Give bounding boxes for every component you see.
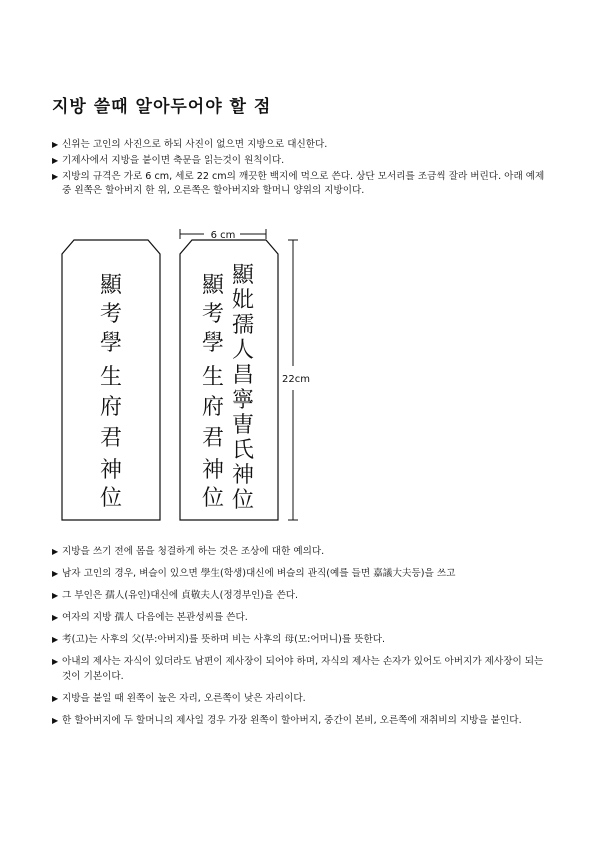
bullet-icon: ▶ — [52, 657, 59, 666]
list-item — [52, 654, 552, 684]
list-item-text: 여자의 지방 孺人 다음에는 본관성씨를 쓴다. — [62, 612, 248, 623]
bullet-icon: ▶ — [52, 547, 59, 556]
left-tablet-text — [100, 273, 123, 511]
tablet-char: 君 — [201, 426, 225, 451]
tablet-char: 位 — [201, 486, 225, 511]
bullet-icon: ▶ — [52, 140, 59, 149]
tablet-char: 人 — [231, 338, 255, 363]
tablet-char: 位 — [99, 486, 123, 511]
list-item — [52, 632, 552, 647]
tablet-char: 生 — [201, 365, 225, 390]
bullet-icon: ▶ — [52, 694, 59, 703]
tablet-char: 寧 — [231, 388, 255, 413]
height-label: 22cm — [282, 374, 310, 385]
tablet-char: 神 — [99, 458, 123, 483]
tablet-char: 氏 — [231, 438, 255, 463]
tablet-char: 昌 — [231, 363, 255, 388]
list-item-text: 지방을 쓰기 전에 몸을 청결하게 하는 것은 조상에 대한 예의다. — [62, 546, 325, 557]
list-item-text: 지방을 붙일 때 왼쪽이 높은 자리, 오른쪽이 낮은 자리이다. — [62, 693, 306, 704]
list-item — [52, 566, 552, 581]
list-item-text: 考(고)는 사후의 父(부:아버지)를 뜻하며 비는 사후의 母(모:어머니)를 뜻한다. — [62, 634, 386, 645]
tablet-char: 生 — [99, 365, 123, 390]
tablet-char: 考 — [201, 302, 225, 327]
tablet-char: 考 — [99, 302, 123, 327]
bullet-icon: ▶ — [52, 635, 59, 644]
tablet-char: 顯 — [231, 263, 255, 288]
list-item-text: 기제사에서 지방을 붙이면 축문을 읽는것이 원칙이다. — [62, 155, 285, 166]
list-item-text: 그 부인은 孺人(유인)대신에 貞敬夫人(정경부인)을 쓴다. — [62, 590, 299, 601]
height-dimension — [282, 240, 310, 520]
tablet-char: 府 — [99, 395, 123, 420]
list-item-text: 아내의 제사는 자식이 있더라도 남편이 제사장이 되어야 하며, 자식의 제사는 손자가 있어도 아버지가 제사장이 되는것이 기본이다. — [62, 656, 544, 682]
list-item-text: 신위는 고인의 사진으로 하되 사진이 없으면 지방으로 대신한다. — [62, 139, 328, 150]
bullet-icon: ▶ — [52, 172, 59, 181]
list-item — [52, 691, 552, 706]
list-item — [52, 713, 552, 728]
list-item — [52, 610, 552, 625]
tablet-char: 神 — [231, 463, 255, 488]
tablet-char: 曺 — [231, 413, 255, 438]
bullet-icon: ▶ — [52, 591, 59, 600]
tablet-char: 顯 — [201, 273, 225, 298]
bullet-icon: ▶ — [52, 569, 59, 578]
tablet-char: 位 — [231, 488, 255, 513]
list-item-text: 한 할아버지에 두 할머니의 제사일 경우 가장 왼쪽이 할아버지, 중간이 본비, 오른쪽에 재취비의 지방을 붙인다. — [62, 715, 522, 726]
tablet-char: 妣 — [231, 288, 255, 313]
bullet-icon: ▶ — [52, 156, 59, 165]
tablet-char: 學 — [201, 331, 225, 356]
page-title: 지방 쓸때 알아두어야 할 점 — [52, 97, 272, 117]
right-tablet-right-column — [232, 263, 255, 513]
tablet-char: 君 — [99, 426, 123, 451]
list-item-text: 지방의 규격은 가로 6 cm, 세로 22 cm의 깨끗한 백지에 먹으로 쓴다. 상단 모서리를 조금씩 잘라 버린다. 아래 예제중 왼쪽은 할아버지 한 위, 오른쪽은 할아버지와 할머니 양위의 지방이다. — [62, 171, 545, 196]
tablet-char: 學 — [99, 331, 123, 356]
right-tablet-outline — [180, 240, 278, 520]
width-label: 6 cm — [210, 230, 236, 241]
tablet-char: 顯 — [99, 273, 123, 298]
tablet-char: 神 — [201, 458, 225, 483]
list-item — [52, 588, 552, 603]
bullet-icon: ▶ — [52, 716, 59, 725]
tablet-char: 府 — [201, 395, 225, 420]
right-tablet-left-column — [202, 273, 225, 511]
list-item — [52, 544, 552, 559]
bullet-icon: ▶ — [52, 613, 59, 622]
tablet-char: 孺 — [231, 313, 255, 338]
width-dimension — [180, 229, 266, 241]
notes-list — [52, 544, 552, 735]
list-item-text: 남자 고인의 경우, 벼슬이 있으면 學生(학생)대신에 벼슬의 관직(예를 들면 嘉議大夫등)을 쓰고 — [62, 568, 456, 579]
